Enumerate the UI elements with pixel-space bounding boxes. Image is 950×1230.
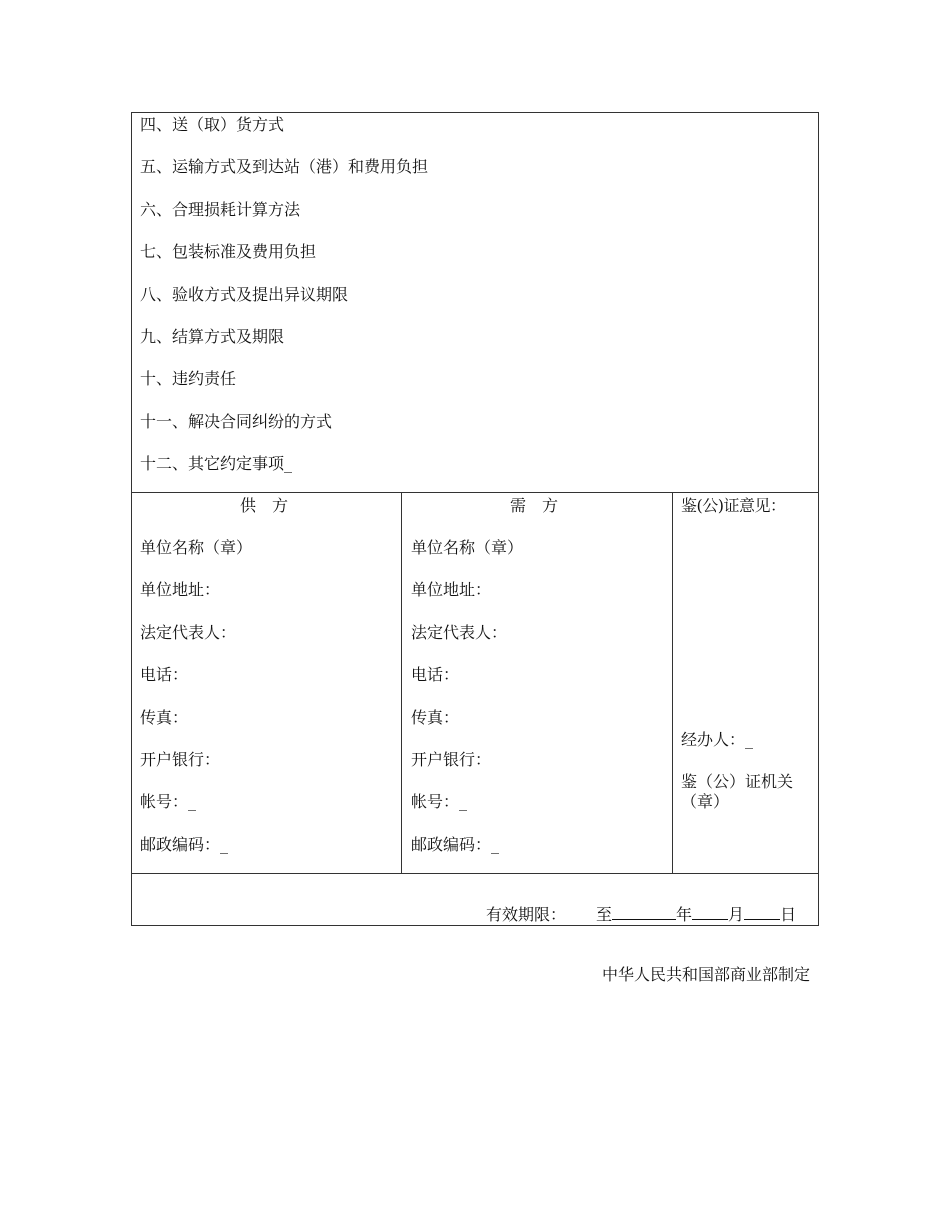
buyer-header: 需 方 — [510, 496, 559, 515]
footer-issuer: 中华人民共和国部商业部制定 — [601, 965, 810, 984]
month-blank — [692, 905, 728, 920]
divider — [401, 492, 402, 873]
supplier-field: 单位名称（章） — [140, 538, 253, 557]
buyer-field: 法定代表人： — [411, 622, 508, 642]
notary-seal: （章） — [681, 792, 730, 811]
term-item: 十一、解决合同纠纷的方式 — [140, 411, 333, 431]
buyer-field: 帐号：_ — [411, 792, 468, 812]
notary-authority: 鉴（公）证机关 — [681, 772, 794, 791]
buyer-field: 开户银行： — [411, 750, 492, 769]
term-item: 七、包装标准及费用负担 — [140, 242, 317, 262]
buyer-field: 单位名称（章） — [411, 538, 524, 557]
buyer-field: 传真： — [411, 707, 460, 727]
validity-label: 有效期限： — [486, 905, 567, 924]
term-item: 十二、其它约定事项_ — [140, 454, 293, 474]
supplier-field: 电话： — [140, 665, 189, 685]
validity-day: 日 — [780, 905, 797, 924]
supplier-field: 法定代表人： — [140, 622, 237, 642]
supplier-field: 邮政编码：_ — [140, 834, 229, 854]
supplier-field: 传真： — [140, 707, 189, 727]
term-item: 四、送（取）货方式 — [140, 115, 285, 134]
day-blank — [744, 905, 780, 920]
buyer-field: 邮政编码：_ — [411, 834, 500, 854]
supplier-field: 帐号：_ — [140, 792, 197, 812]
term-item: 十、违约责任 — [140, 369, 237, 389]
validity-to: 至 — [596, 905, 613, 924]
supplier-field: 单位地址： — [140, 580, 221, 600]
notary-handler: 经办人：_ — [681, 730, 754, 749]
validity-year: 年 — [676, 905, 693, 924]
term-item: 六、合理损耗计算方法 — [140, 199, 301, 219]
term-item: 九、结算方式及期限 — [140, 327, 285, 346]
divider — [672, 492, 673, 873]
supplier-field: 开户银行： — [140, 750, 221, 769]
year-blank — [612, 905, 676, 920]
validity-period — [486, 905, 796, 924]
supplier-header: 供 方 — [240, 496, 289, 515]
validity-month: 月 — [728, 905, 745, 924]
buyer-field: 电话： — [411, 665, 460, 685]
divider — [131, 492, 819, 493]
divider — [131, 873, 819, 874]
buyer-field: 单位地址： — [411, 580, 492, 600]
term-item: 八、验收方式及提出异议期限 — [140, 284, 349, 304]
notary-header: 鉴(公)证意见： — [681, 496, 786, 515]
term-item: 五、运输方式及到达站（港）和费用负担 — [140, 157, 429, 177]
